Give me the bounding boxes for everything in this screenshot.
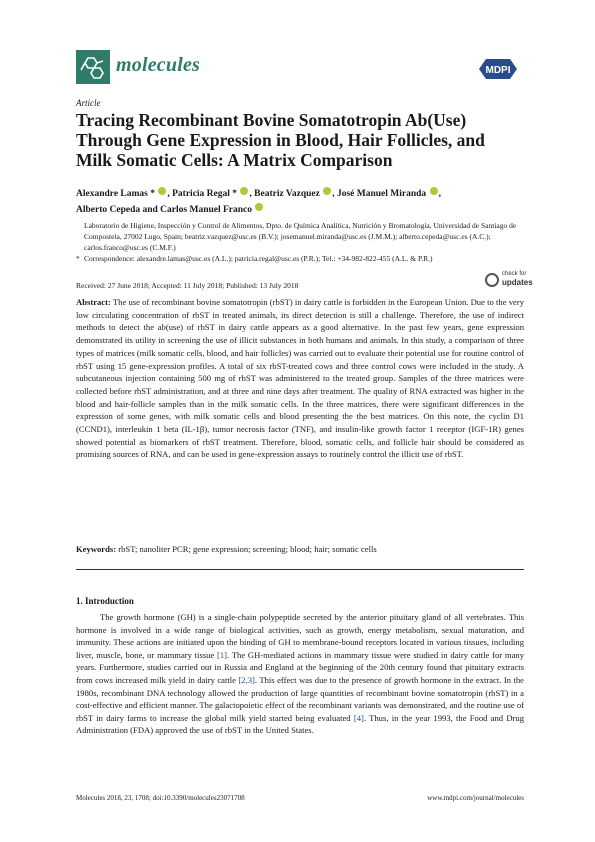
correspondence-mark: * bbox=[76, 254, 80, 263]
correspondence-text: Correspondence: alexandre.lamas@usc.es (A.L.); patricia.regal@usc.es (P.R.); Tel.: +34-982-822-455 (A.L. & P.R.) bbox=[84, 254, 433, 263]
intro-text: The growth hormone (GH) is a single-chain polypeptide secreted by the anterior pituitary gland of all vertebrates. This hormone is involved in a wide range of biological activities, such as growth, energy metabolism, sexual maturation, and immunity. These actions are initiated upon the binding of GH to membrane-bound receptors located in various tissues, including liver, muscle, bone, or mammary tissue bbox=[76, 612, 524, 660]
orcid-icon[interactable] bbox=[240, 187, 248, 195]
intro-text: . This effect was due to the presence of growth hormone in the extract. In the 1980s, recombinant DNA technology allowed the production of large quantities of recombinant bovine somatotropin (rbST) in a cost-effective and efficient manner. The galactopoietic effect of the recombinant variants was demonstrated, and the routine use of rbST in dairy farms to increase the global milk yield started being evaluated bbox=[76, 674, 524, 723]
journal-name: molecules bbox=[116, 54, 201, 76]
orcid-icon[interactable] bbox=[430, 187, 438, 195]
abstract-label: Abstract: bbox=[76, 297, 111, 307]
author-name[interactable]: Alberto Cepeda and Carlos Manuel Franco bbox=[76, 205, 253, 215]
article-title: Tracing Recombinant Bovine Somatotropin Ab(Use) Through Gene Expression in Blood, Hair Follicles, and Milk Somatic Cells: A Matrix Comparison bbox=[76, 110, 485, 170]
update-check-icon bbox=[485, 273, 499, 287]
keywords-label: Keywords: bbox=[76, 544, 117, 554]
footer-url[interactable]: www.mdpi.com/journal/molecules bbox=[427, 794, 524, 802]
intro-paragraph bbox=[76, 611, 524, 737]
intro-text: . The GH-mediated actions in mammary tissue were studied in dairy cattle for many years. Furthermore, studies carried out in Russia and England at the beginning of the 20th century found that pituitary extracts from cows increased milk yield in dairy cattle bbox=[76, 649, 524, 685]
section-heading: 1. Introduction bbox=[76, 596, 134, 606]
author-list: Alexandre Lamas * , Patricia Regal * , Beatriz Vazquez , José Manuel Miranda , Alberto Cepeda and Carlos Manuel Franco bbox=[76, 189, 441, 215]
author-name[interactable]: Alexandre Lamas * bbox=[76, 189, 155, 199]
citation-link[interactable]: [2,3] bbox=[238, 674, 255, 685]
orcid-icon[interactable] bbox=[158, 187, 166, 195]
affiliation-block bbox=[76, 220, 524, 264]
affiliation-text: Laboratorio de Higiene, Inspección y Control de Alimentos, Dpto. de Química Analítica, Nutrición y Bromatología, Universidad de Santiago de Compostela, 27002 Lugo, Spain; beatriz.vazquez@usc.es (B.V.); josemanuel.miranda@usc.es (J.M.M.); alberto.cepeda@usc.es (A.C.); carlos.franco@usc.es (C.M.F.) bbox=[84, 221, 517, 252]
keywords bbox=[76, 544, 524, 554]
footer-citation: Molecules 2018, 23, 1708; doi:10.3390/molecules23071708 bbox=[76, 794, 245, 802]
mdpi-logo-text: MDPI bbox=[485, 65, 511, 76]
orcid-icon[interactable] bbox=[323, 187, 331, 195]
citation-link[interactable]: [1] bbox=[217, 649, 228, 660]
author-name[interactable]: José Manuel Miranda bbox=[336, 189, 427, 199]
publication-dates: Received: 27 June 2018; Accepted: 11 July 2018; Published: 13 July 2018 bbox=[76, 281, 299, 290]
keywords-text: rbST; nanoliter PCR; gene expression; screening; blood; hair; somatic cells bbox=[118, 544, 377, 554]
check-for-updates-badge[interactable] bbox=[485, 270, 533, 292]
author-name[interactable]: Patricia Regal * bbox=[172, 189, 238, 199]
author-name[interactable]: Beatriz Vazquez bbox=[254, 189, 320, 199]
abstract bbox=[76, 296, 524, 461]
abstract-text: The use of recombinant bovine somatotropin (rbST) in dairy cattle is forbidden in the European Union. Due to the very low circulating concentration of rbST in treated animals, its direct detection is still a challenge. Therefore, the use of indirect methods to detect the ab(use) of rbST in dairy cattle appears as a good alternative. In the past few years, gene expression demonstrated its utility in screening the use of illicit substances in both humans and animals. In this study, a comparison of three types of matrices (milk somatic cells, blood, and hair follicles) was carried out to evaluate their potential use for routine control of rbST using 15 gene-expression profiles. A total of six rbST-treated cows and three control cows were included in the study. A subcutaneous injection containing 500 mg of rbST was administered to the treated group. Samples of the three matrices were collected before rbST administration, and at three and nine days after treatment. The quality of RNA extracted was higher in the blood and hair-follicle samples than in the milk somatic cells. In the three matrices, there were significant differences in the expression of some genes, with milk somatic cells and blood presenting the the best matrices. On this note, the cyclin D1 (CCND1), interleukin 1 beta (IL-1β), tumor necrosis factor (TNF), and insulin-like growth factor 1 receptor (IGF-1R) genes showed potential as biomarkers of rbST treatment. Therefore, blood, somatic cells, and follicle hair should be considered as promising sources of RNA, and can be used in gene-expression assays to routinely control the illicit use of rbST. bbox=[76, 297, 524, 460]
badge-line2: updates bbox=[502, 278, 533, 287]
journal-logo-icon bbox=[76, 50, 110, 84]
intro-text: . Thus, in the year 1993, the Food and Drug Administration (FDA) approved the use of rbST in the United States. bbox=[76, 712, 525, 736]
citation-link[interactable]: [4] bbox=[353, 712, 364, 723]
mdpi-logo bbox=[478, 58, 518, 80]
article-type: Article bbox=[76, 98, 101, 108]
orcid-icon[interactable] bbox=[255, 203, 263, 211]
badge-line1: check for bbox=[502, 271, 527, 277]
section-divider bbox=[76, 569, 524, 570]
